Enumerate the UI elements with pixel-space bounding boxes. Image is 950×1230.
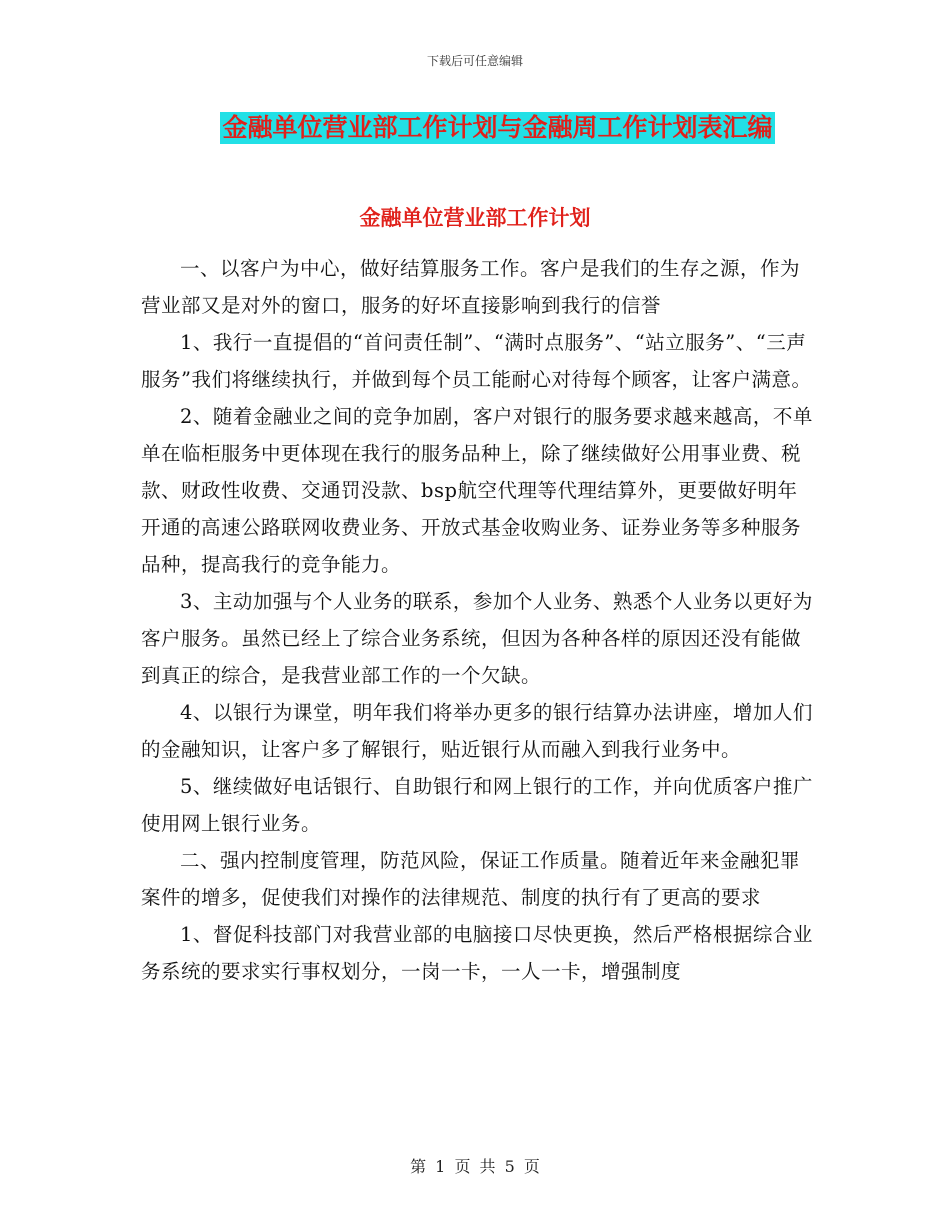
document-title: 金融单位营业部工作计划与金融周工作计划表汇编: [222, 113, 773, 142]
paragraph: 3、主动加强与个人业务的联系，参加个人业务、熟悉个人业务以更好为客户服务。虽然已经上了综合业务系统，但因为各种各样的原因还没有能做到真正的综合，是我营业部工作的一个欠缺。: [141, 590, 813, 687]
paragraph: 二、强内控制度管理，防范风险，保证工作质量。随着近年来金融犯罪案件的增多，促使我们对操作的法律规范、制度的执行有了更高的要求: [141, 849, 801, 909]
paragraph: 1、我行一直提倡的“首问责任制”、“满时点服务”、“站立服务”、“三声服务”我们将继续执行，并做到每个员工能耐心对待每个顾客，让客户满意。: [141, 331, 812, 391]
paragraph: 4、以银行为课堂，明年我们将举办更多的银行结算办法讲座，增加人们的金融知识，让客户多了解银行，贴近银行从而融入到我行业务中。: [141, 701, 813, 761]
page-header-note: 下载后可任意编辑: [426, 54, 523, 68]
page-footer: 第 1 页 共 5 页: [410, 1157, 540, 1176]
document-body: [141, 250, 813, 990]
paragraph: 5、继续做好电话银行、自助银行和网上银行的工作，并向优质客户推广使用网上银行业务。: [141, 775, 813, 835]
document-title-container: [0, 112, 950, 144]
paragraph: 1、督促科技部门对我营业部的电脑接口尽快更换，然后严格根据综合业务系统的要求实行事权划分，一岗一卡，一人一卡，增强制度: [141, 923, 813, 983]
paragraph: 2、随着金融业之间的竞争加剧，客户对银行的服务要求越来越高，不单单在临柜服务中更体现在我行的服务品种上，除了继续做好公用事业费、税款、财政性收费、交通罚没款、bsp航空代理等代理结算外，更要做好明年开通的高速公路联网收费业务、开放式基金收购业务、证券业务等多种服务品种，提高我行的竞争能力。: [141, 405, 813, 576]
section-title: 金融单位营业部工作计划: [359, 206, 591, 230]
paragraph: 一、以客户为中心，做好结算服务工作。客户是我们的生存之源，作为营业部又是对外的窗口，服务的好坏直接影响到我行的信誉: [141, 257, 801, 317]
